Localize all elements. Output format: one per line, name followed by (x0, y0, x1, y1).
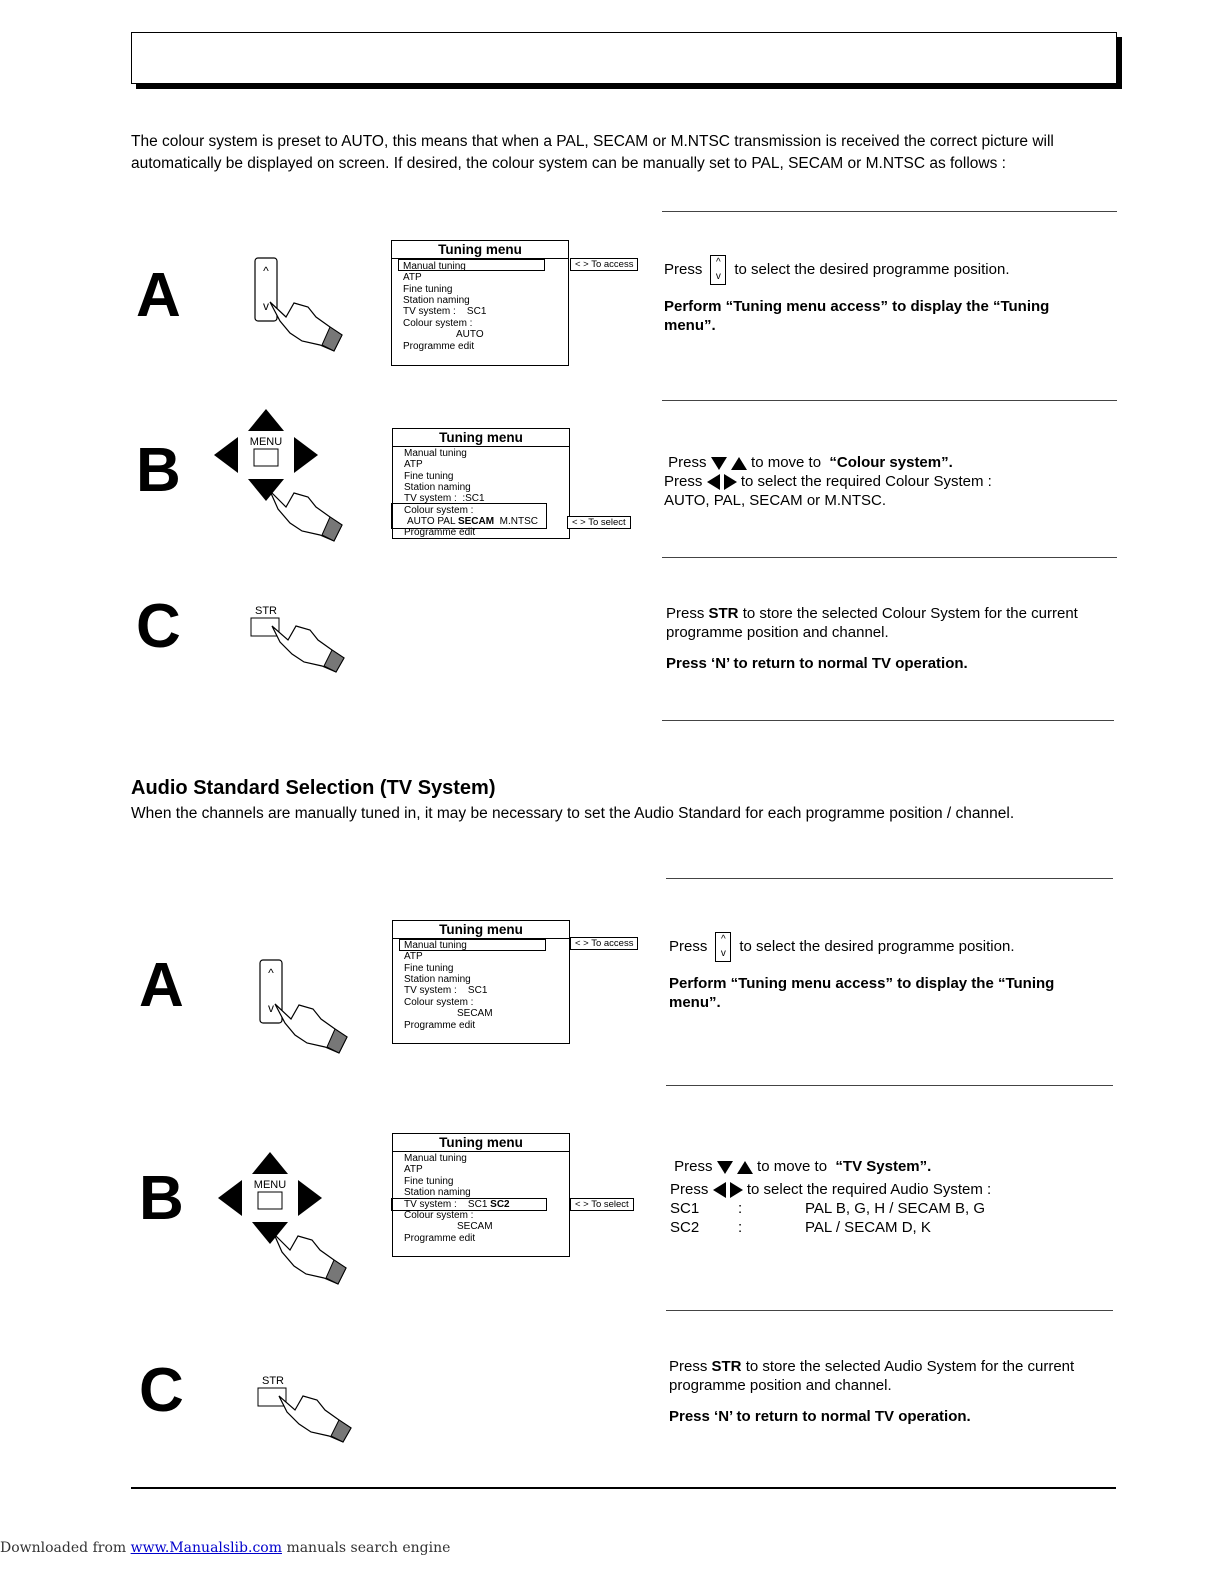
remote-dpad-hand-illustration (216, 1148, 376, 1288)
tv-label: TV system : (403, 306, 456, 317)
sc1-value: PAL B, G, H / SECAM B, G (805, 1200, 986, 1217)
menu-item-fine: Fine tuning (404, 471, 454, 482)
str-key-outline (258, 1388, 286, 1406)
press-label: Press (664, 473, 703, 490)
left-arrow-icon (214, 437, 238, 473)
tuning-menu-1b (392, 428, 570, 539)
colour-value: SECAM (457, 1221, 493, 1232)
to-select-hint: < > To select (567, 516, 631, 529)
menu-item-atp: ATP (404, 1164, 423, 1175)
intro-line-1: The colour system is preset to AUTO, this means that when a PAL, SECAM or M.NTSC transmission is received the correct picture will (131, 133, 1054, 150)
store-text: to store the selected Audio System for the current programme position and channel. (669, 1358, 1075, 1394)
up-glyph: ^ (263, 264, 269, 278)
press-label: Press (664, 260, 703, 278)
right-arrow-icon (730, 1182, 743, 1198)
menu-item-atp: ATP (404, 459, 423, 470)
to-access-hint: < > To access (570, 937, 638, 950)
remote-updown-hand-illustration (250, 255, 350, 355)
up-arrow-icon (731, 457, 747, 470)
menu-item-prog: Programme edit (403, 341, 475, 352)
section-title: Audio Standard Selection (TV System) (131, 777, 496, 799)
step-2b-instructions (670, 1157, 1110, 1199)
menu-item-naming: Station naming (404, 482, 471, 493)
colour-opt-mntsc: M.NTSC (499, 516, 538, 527)
menu-item-manual: Manual tuning (404, 1153, 467, 1164)
press-label: Press (674, 1158, 713, 1175)
tv-value: SC1 (467, 985, 488, 996)
up-glyph: ^ (715, 257, 721, 268)
left-arrow-icon (218, 1180, 242, 1216)
str-key-label: STR (262, 1375, 284, 1387)
tv-value: SC1 (466, 306, 487, 317)
updown-key-icon (710, 255, 726, 285)
updown-key-icon (715, 932, 731, 962)
divider (662, 400, 1117, 401)
press-label: Press (670, 1181, 709, 1198)
return-text: Press ‘N’ to return to normal TV operation. (669, 1408, 971, 1425)
step-letter-b: B (139, 1164, 184, 1233)
up-glyph: ^ (268, 966, 274, 980)
store-text: to store the selected Colour System for the current programme position and channel. (666, 605, 1078, 641)
select-text: to select the required Audio System : (746, 1181, 992, 1198)
left-arrow-icon (707, 474, 720, 490)
press-label: Press (669, 1358, 708, 1375)
step-letter-a: A (136, 261, 181, 330)
remote-str-hand-illustration (255, 1370, 365, 1450)
select-text: to select the required Colour System : (740, 473, 992, 490)
options-text: AUTO, PAL, SECAM or M.NTSC. (664, 492, 886, 509)
tuning-menu-2b (392, 1133, 570, 1257)
down-glyph: v (715, 271, 721, 282)
step-letter-c: C (139, 1356, 184, 1425)
remote-dpad-hand-illustration (212, 405, 372, 545)
press-label: Press (668, 454, 707, 471)
down-glyph: v (263, 299, 269, 313)
menu-item-fine: Fine tuning (403, 284, 453, 295)
menu-item-atp: ATP (404, 951, 423, 962)
remote-str-hand-illustration (248, 600, 358, 680)
str-text: STR (711, 1358, 742, 1375)
down-arrow-icon (248, 479, 284, 501)
press-label: Press (666, 605, 705, 622)
divider (666, 1085, 1113, 1086)
colour-opt-auto-pal: AUTO PAL (407, 516, 456, 527)
remote-updown-hand-illustration (255, 955, 355, 1055)
menu-key-label: MENU (253, 1179, 287, 1191)
tv-option-sc2: SC2 (490, 1199, 510, 1210)
up-glyph: ^ (720, 934, 726, 945)
up-arrow-icon (252, 1152, 288, 1174)
move-to-text: to move to (751, 454, 822, 471)
perform-text: Perform “Tuning menu access” to display the “Tuning menu”. (669, 975, 1055, 1011)
up-arrow-icon (737, 1161, 753, 1174)
menu-title: Tuning menu (393, 429, 569, 447)
menu-title: Tuning menu (393, 1134, 569, 1152)
divider (666, 878, 1113, 879)
menu-key-label: MENU (249, 436, 283, 448)
right-arrow-icon (724, 474, 737, 490)
menu-item-naming: Station naming (404, 1187, 471, 1198)
up-arrow-icon (248, 409, 284, 431)
str-key-outline (251, 618, 279, 636)
menu-item-prog: Programme edit (404, 1020, 476, 1031)
menu-key-outline (254, 449, 278, 466)
menu-item-manual: Manual tuning (403, 261, 466, 272)
page-header-box (131, 32, 1117, 84)
menu-item-fine: Fine tuning (404, 1176, 454, 1187)
to-select-hint: < > To select (570, 1198, 634, 1211)
left-arrow-icon (713, 1182, 726, 1198)
down-arrow-icon (717, 1161, 733, 1174)
sc2-colon: : (738, 1219, 743, 1236)
step-1b-instructions (664, 453, 1114, 510)
menu-item-prog: Programme edit (404, 1233, 476, 1244)
divider (662, 557, 1117, 558)
menu-item-manual: Manual tuning (404, 940, 467, 951)
step-2a-instructions (669, 932, 1114, 1012)
divider (662, 211, 1117, 212)
press-label: Press (669, 937, 708, 955)
step-1a-instructions (664, 255, 1114, 335)
menu-item-tv (403, 306, 486, 317)
colour-options (407, 516, 538, 527)
tuning-menu-2a (392, 920, 570, 1044)
str-text: STR (708, 605, 739, 622)
intro-line-2: automatically be displayed on screen. If desired, the colour system can be manually set to PAL, SECAM or M.NTSC as follows : (131, 155, 1006, 172)
menu-item-colour: Colour system : (404, 505, 474, 516)
menu-item-tv (404, 1199, 510, 1210)
menu-title: Tuning menu (393, 921, 569, 939)
step-1c-instructions (666, 604, 1086, 673)
step-2c-instructions (669, 1357, 1089, 1426)
menu-item-atp: ATP (403, 272, 422, 283)
right-arrow-icon (294, 437, 318, 473)
footer-prefix: Downloaded from (0, 1540, 127, 1556)
str-key-label: STR (255, 605, 277, 617)
step-letter-b: B (136, 436, 181, 505)
menu-item-colour: Colour system : (404, 997, 474, 1008)
menu-item-tv (404, 985, 487, 996)
select-text: to select the desired programme position. (734, 260, 1010, 278)
step-letter-a: A (139, 951, 184, 1020)
colour-value: AUTO (456, 329, 484, 340)
return-text: Press ‘N’ to return to normal TV operation. (666, 655, 968, 672)
footer (0, 1540, 450, 1556)
menu-item-manual: Manual tuning (404, 448, 467, 459)
down-arrow-icon (711, 457, 727, 470)
menu-item-colour: Colour system : (403, 318, 473, 329)
sc1-colon: : (738, 1200, 743, 1217)
menu-key-outline (258, 1192, 282, 1209)
tv-value: SC1 (467, 1199, 488, 1210)
tuning-menu-1a (391, 240, 569, 366)
target-text: “TV System”. (835, 1158, 932, 1175)
sc1-label: SC1 (670, 1200, 700, 1217)
menu-item-colour: Colour system : (404, 1210, 474, 1221)
step-letter-c: C (136, 592, 181, 661)
manualslib-link[interactable]: www.Manualslib.com (130, 1540, 282, 1556)
select-text: to select the desired programme position. (739, 937, 1015, 955)
down-glyph: v (268, 1001, 274, 1015)
menu-title: Tuning menu (392, 241, 568, 259)
intro-text (131, 131, 1191, 175)
menu-item-naming: Station naming (404, 974, 471, 985)
tv-value: :SC1 (462, 493, 485, 504)
menu-item-fine: Fine tuning (404, 963, 454, 974)
divider (662, 720, 1114, 721)
colour-value: SECAM (457, 1008, 493, 1019)
tv-label: TV system : (404, 985, 457, 996)
sc2-value: PAL / SECAM D, K (805, 1219, 931, 1236)
menu-item-prog: Programme edit (404, 527, 476, 538)
move-to-text: to move to (757, 1158, 828, 1175)
divider (666, 1310, 1113, 1311)
down-glyph: v (720, 948, 726, 959)
down-arrow-icon (252, 1222, 288, 1244)
tv-label: TV system : (404, 493, 457, 504)
section-subtitle: When the channels are manually tuned in, it may be necessary to set the Audio Standard for each programme position / channel. (131, 805, 1015, 822)
perform-text: Perform “Tuning menu access” to display the “Tuning menu”. (664, 298, 1050, 334)
sc2-label: SC2 (670, 1219, 700, 1236)
to-access-hint: < > To access (570, 258, 638, 271)
footer-suffix: manuals search engine (286, 1540, 451, 1556)
right-arrow-icon (298, 1180, 322, 1216)
bottom-divider (131, 1487, 1116, 1489)
tv-label: TV system : (404, 1199, 457, 1210)
target-text: “Colour system”. (829, 454, 953, 471)
menu-item-naming: Station naming (403, 295, 470, 306)
colour-opt-secam: SECAM (457, 516, 495, 527)
